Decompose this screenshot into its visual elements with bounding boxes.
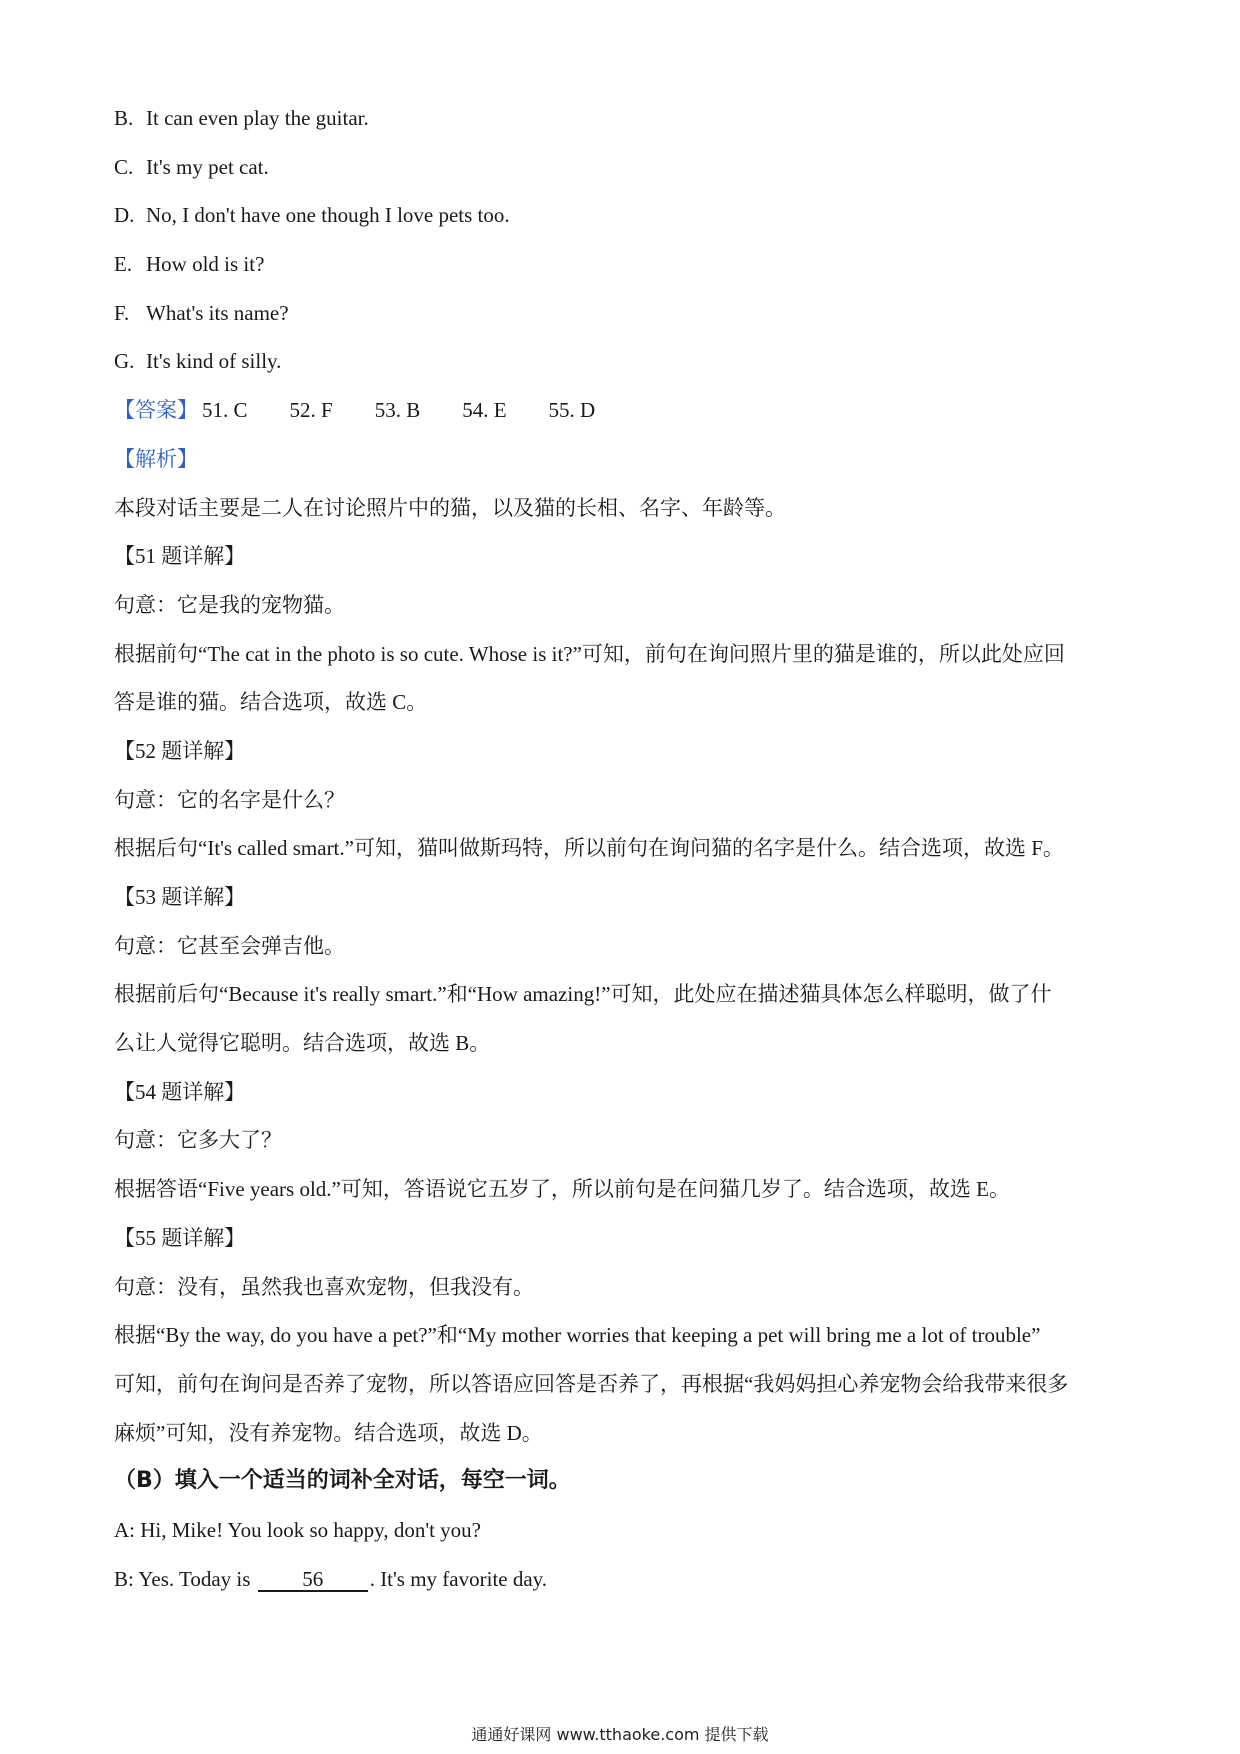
dialogue-line-b-start: B: Yes. Today is — [114, 1566, 256, 1591]
section-b-title: （B）填入一个适当的词补全对话，每空一词。 — [114, 1468, 571, 1494]
option-b — [114, 94, 1134, 143]
q51-meaning: 句意：它是我的宠物猫。 — [114, 592, 345, 617]
option-text: What's its name? — [146, 300, 289, 325]
option-f — [114, 289, 1134, 338]
option-e — [114, 240, 1134, 289]
q55-header: 【55 题详解】 — [114, 1225, 246, 1250]
dialogue-line-b — [114, 1555, 1134, 1604]
dialogue-line-b-end: . It's my favorite day. — [369, 1566, 548, 1591]
option-letter: G. — [114, 349, 135, 374]
answer-item: 52. F — [289, 398, 333, 423]
option-text: It can even play the guitar. — [146, 106, 369, 130]
q52-header: 【52 题详解】 — [114, 738, 246, 763]
q51-explanation: 答是谁的猫。结合选项，故选 C。 — [114, 690, 428, 715]
q51-header: 【51 题详解】 — [114, 544, 246, 569]
q54-explanation: 根据答语“Five years old.”可知，答语说它五岁了，所以前句是在问猫几岁了。结合选项，故选 E。 — [114, 1177, 1010, 1202]
option-text: How old is it? — [146, 252, 265, 277]
q52-meaning: 句意：它的名字是什么？ — [114, 787, 345, 812]
answer-row — [114, 386, 1134, 435]
q54-meaning: 句意：它多大了？ — [114, 1128, 282, 1153]
option-letter: C. — [114, 154, 134, 179]
q53-header: 【53 题详解】 — [114, 885, 246, 909]
answer-label: 【答案】 — [114, 398, 198, 423]
option-g — [114, 337, 1134, 386]
blank-56: 56 — [258, 1568, 368, 1592]
option-c — [114, 143, 1134, 192]
analysis-summary: 本段对话主要是二人在讨论照片中的猫，以及猫的长相、名字、年龄等。 — [114, 495, 786, 520]
q55-meaning: 句意：没有，虽然我也喜欢宠物，但我没有。 — [114, 1274, 534, 1299]
option-letter: F. — [114, 300, 130, 325]
answer-item: 51. C — [202, 398, 248, 423]
answer-item: 54. E — [462, 398, 507, 423]
option-letter: D. — [114, 203, 135, 228]
answer-item: 55. D — [548, 398, 596, 423]
dialogue-line-a: A: Hi, Mike! You look so happy, don't you? — [114, 1517, 482, 1542]
option-d — [114, 191, 1134, 240]
page-footer: 通通好课网 www.tthaoke.com 提供下载 — [471, 1725, 769, 1744]
q54-header: 【54 题详解】 — [114, 1079, 246, 1104]
option-letter: E. — [114, 252, 133, 277]
q53-explanation: 么让人觉得它聪明。结合选项，故选 B。 — [114, 1031, 491, 1056]
q51-explanation: 根据前句“The cat in the photo is so cute. Whose is it?”可知，前句在询问照片里的猫是谁的，所以此处应回 — [114, 641, 1065, 666]
option-text: It's kind of silly. — [146, 349, 282, 374]
q53-explanation: 根据前后句“Because it's really smart.”和“How amazing!”可知，此处应在描述猫具体怎么样聪明，做了什 — [114, 982, 1052, 1007]
q52-explanation: 根据后句“It's called smart.”可知，猫叫做斯玛特，所以前句在询问猫的名字是什么。结合选项，故选 F。 — [114, 836, 1064, 861]
analysis-label: 【解析】 — [114, 446, 198, 471]
option-text: No, I don't have one though I love pets too. — [146, 203, 510, 228]
document-page — [114, 94, 1134, 1603]
q55-explanation: 根据“By the way, do you have a pet?”和“My mother worries that keeping a pet will bring me a lot of trouble” — [114, 1323, 1041, 1348]
option-letter: B. — [114, 106, 134, 130]
option-text: It's my pet cat. — [146, 154, 269, 179]
answer-item: 53. B — [374, 398, 421, 423]
q55-explanation: 麻烦”可知，没有养宠物。结合选项，故选 D。 — [114, 1420, 543, 1445]
q55-explanation: 可知，前句在询问是否养了宠物，所以答语应回答是否养了，再根据“我妈妈担心养宠物会给我带来很多 — [114, 1371, 1069, 1396]
q53-meaning: 句意：它甚至会弹吉他。 — [114, 933, 345, 958]
